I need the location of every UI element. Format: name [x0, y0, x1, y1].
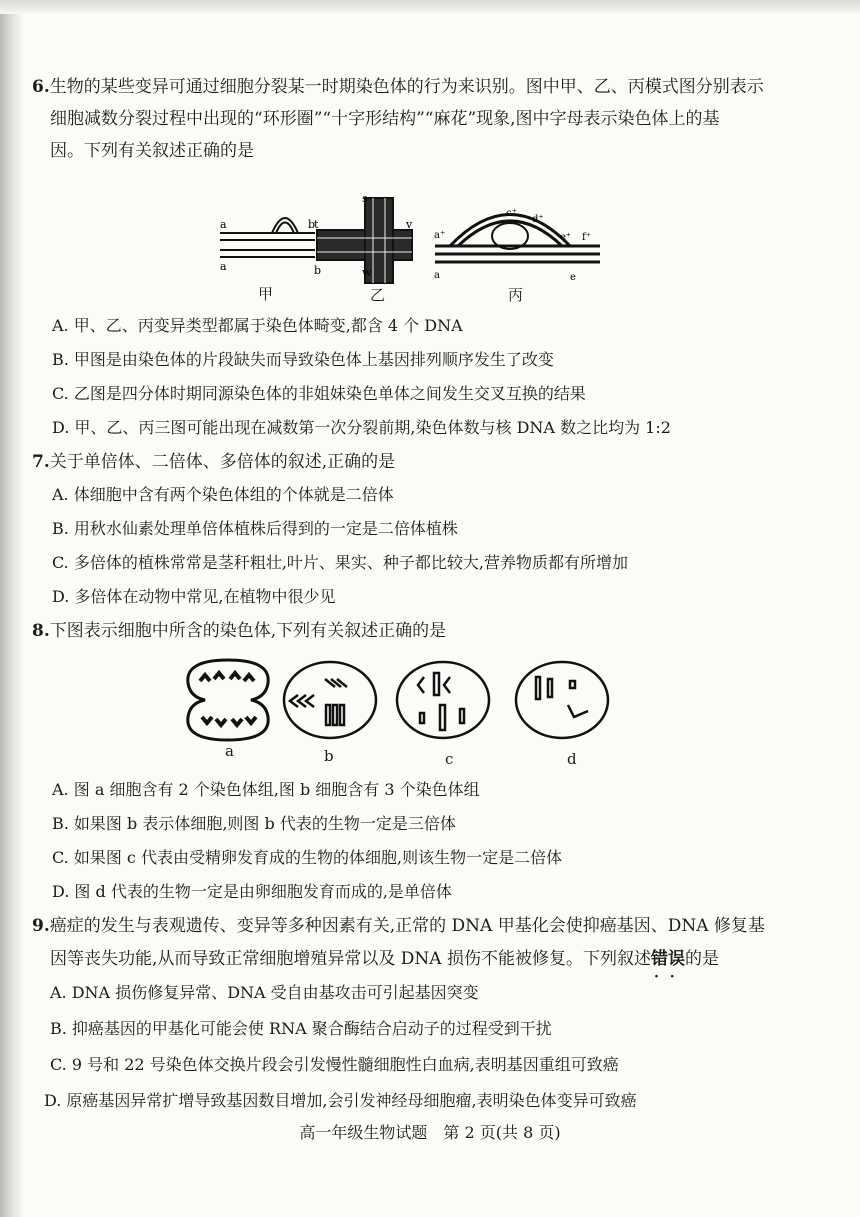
gene-f-bing: f⁺ [582, 232, 591, 243]
q7-line [32, 451, 395, 473]
cell-d [516, 662, 608, 738]
q9-line2 [50, 948, 719, 970]
gene-e-bing-lower: e [570, 272, 576, 283]
cell-label-d: d [567, 750, 577, 768]
q8-figure [180, 655, 650, 765]
q9-option-d: D. 原癌基因异常扩增导致基因数目增加,会引发神经母细胞瘤,表明染色体变异可致癌 [44, 1091, 637, 1110]
q7-option-c: C. 多倍体的植株常常是茎秆粗壮,叶片、果实、种子都比较大,营养物质都有所增加 [52, 553, 629, 572]
q6-option-b: B. 甲图是由染色体的片段缺失而导致染色体上基因排列顺序发生了改变 [52, 350, 554, 369]
gene-b-jia: b [308, 218, 316, 231]
q8-option-d: D. 图 d 代表的生物一定是由卵细胞发育而成的,是单倍体 [52, 882, 452, 901]
q9-option-a: A. DNA 损伤修复异常、DNA 受自由基攻击可引起基因突变 [50, 983, 479, 1002]
q6-number: 6. [32, 77, 50, 97]
q9-emphasis-wrong: 错误 · · [651, 949, 685, 969]
q8-option-c: C. 如果图 c 代表由受精卵发育成的生物的体细胞,则该生物一定是二倍体 [52, 848, 563, 867]
gene-a-jia-lower: a [220, 260, 227, 273]
page-footer: 高一年级生物试题 第 2 页(共 8 页) [299, 1123, 561, 1142]
gene-a-bing-lower: a [434, 270, 440, 281]
gene-t: t [314, 218, 319, 231]
q6-option-c: C. 乙图是四分体时期同源染色体的非姐妹染色单体之间发生交叉互换的结果 [52, 384, 586, 403]
cell-c [397, 662, 489, 738]
cell-b [284, 662, 376, 738]
q6-line1 [32, 76, 764, 98]
q8-option-a: A. 图 a 细胞含有 2 个染色体组,图 b 细胞含有 3 个染色体组 [52, 780, 480, 799]
figure-label-jia: 甲 [258, 285, 274, 303]
gene-w: w [362, 266, 372, 279]
page-shadow-top [0, 0, 860, 14]
figure-bing-twist [435, 215, 600, 263]
figure-label-bing: 丙 [508, 286, 524, 304]
page-shadow-left [0, 0, 22, 1217]
q8-number: 8. [32, 621, 50, 641]
gene-d-bing: d⁺ [532, 214, 544, 225]
q7-option-b: B. 用秋水仙素处理单倍体植株后得到的一定是二倍体植株 [52, 519, 458, 538]
q9-option-b: B. 抑癌基因的甲基化可能会使 RNA 聚合酶结合启动子的过程受到干扰 [50, 1019, 552, 1038]
gene-a-jia: a [220, 218, 227, 231]
cell-label-c: c [445, 750, 454, 768]
cell-a [188, 660, 268, 740]
q7-number: 7. [32, 452, 50, 472]
cell-label-b: b [324, 747, 334, 765]
q7-option-d: D. 多倍体在动物中常见,在植物中很少见 [52, 587, 336, 606]
figure-jia-ring [220, 218, 315, 257]
q9-line1 [32, 915, 765, 937]
gene-v: v [406, 218, 413, 231]
gene-b-yi: b [314, 264, 322, 277]
q6-stem-line2: 细胞减数分裂过程中出现的“环形圈”“十字形结构”“麻花”现象,图中字母表示染色体上的基 [50, 109, 720, 129]
q6-option-d: D. 甲、乙、丙三图可能出现在减数第一次分裂前期,染色体数与核 DNA 数之比均为 1:2 [52, 418, 671, 437]
q9-stem-line2-end: 的是 [685, 949, 719, 969]
q6-option-a: A. 甲、乙、丙变异类型都属于染色体畸变,都含 4 个 DNA [52, 316, 463, 335]
gene-e-bing: e⁺ [560, 232, 572, 243]
q9-stem-line2: 因等丧失功能,从而导致正常细胞增殖异常以及 DNA 损伤不能被修复。下列叙述 [50, 949, 651, 969]
q6-stem-line3: 因。下列有关叙述正确的是 [50, 141, 254, 161]
figure-label-yi: 乙 [370, 286, 386, 304]
q9-option-c: C. 9 号和 22 号染色体交换片段会引发慢性髓细胞性白血病,表明基因重组可致癌 [50, 1055, 619, 1074]
q9-stem-line1: 癌症的发生与表观遗传、变异等多种因素有关,正常的 DNA 甲基化会使抑癌基因、DNA 修复基 [49, 916, 765, 936]
q8-stem: 下图表示细胞中所含的染色体,下列有关叙述正确的是 [49, 621, 447, 641]
q6-figure [210, 188, 610, 298]
gene-a-bing: a⁺ [434, 230, 446, 241]
gene-s: s [362, 192, 368, 205]
q8-line [32, 620, 446, 642]
gene-c-bing: c⁺ [506, 208, 517, 219]
q6-stem-line1: 生物的某些变异可通过细胞分裂某一时期染色体的行为来识别。图中甲、乙、丙模式图分别表示 [49, 77, 764, 97]
q8-option-b: B. 如果图 b 表示体细胞,则图 b 代表的生物一定是三倍体 [52, 814, 456, 833]
q7-option-a: A. 体细胞中含有两个染色体组的个体就是二倍体 [52, 485, 394, 504]
q7-stem: 关于单倍体、二倍体、多倍体的叙述,正确的是 [49, 452, 396, 472]
cell-label-a: a [225, 742, 234, 760]
q9-number: 9. [32, 916, 50, 936]
